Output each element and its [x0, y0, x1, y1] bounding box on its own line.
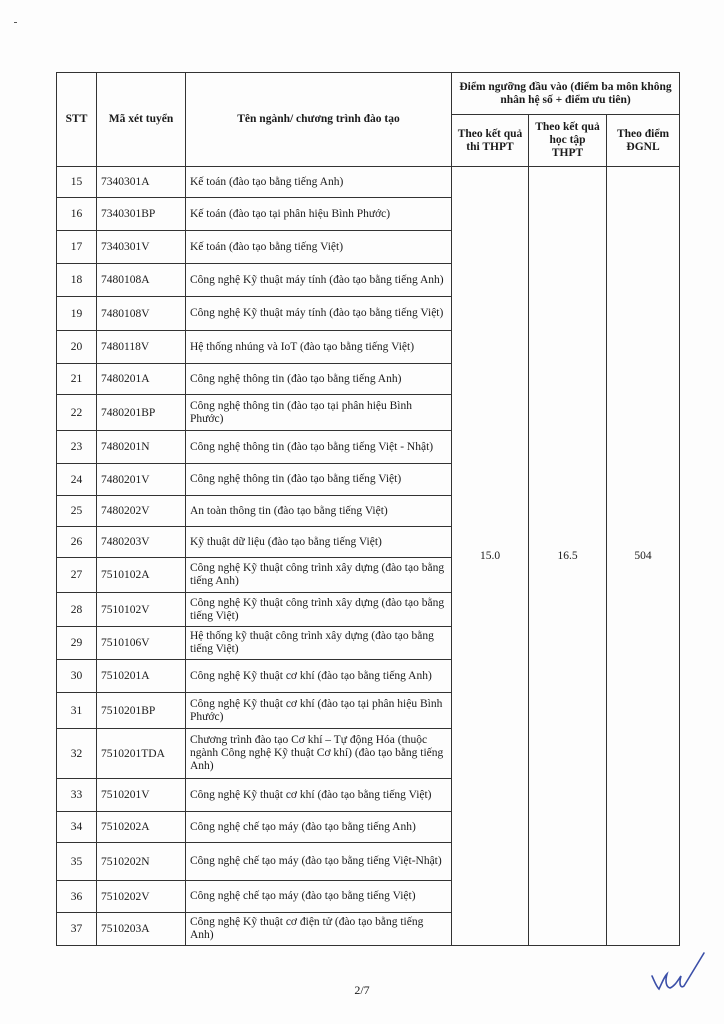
- row-stt: 33: [57, 779, 97, 812]
- header-by-transcript: Theo kết quả học tập THPT: [529, 115, 607, 167]
- row-code: 7480203V: [97, 527, 186, 558]
- header-by-exam: Theo kết quả thi THPT: [452, 115, 529, 167]
- row-code: 7510102A: [97, 558, 186, 593]
- scan-speck: [14, 22, 17, 23]
- row-program-name: Hệ thống nhúng và IoT (đào tạo bằng tiếng Việt): [186, 331, 452, 364]
- row-code: 7340301BP: [97, 198, 186, 231]
- row-program-name: Công nghệ thông tin (đào tạo bằng tiếng Anh): [186, 364, 452, 395]
- row-code: 7510106V: [97, 627, 186, 660]
- row-program-name: Công nghệ thông tin (đào tạo bằng tiếng Việt): [186, 464, 452, 496]
- table-row: [57, 167, 680, 198]
- row-code: 7510201V: [97, 779, 186, 812]
- row-stt: 15: [57, 167, 97, 198]
- page-number: 2/7: [354, 983, 370, 997]
- admission-threshold-table: [56, 72, 680, 946]
- header-threshold-group: Điểm ngưỡng đầu vào (điểm ba môn không nhân hệ số + điểm ưu tiên): [452, 73, 680, 115]
- table-body: [57, 167, 680, 946]
- row-stt: 19: [57, 297, 97, 331]
- row-code: 7480202V: [97, 496, 186, 527]
- row-code: 7480108A: [97, 264, 186, 297]
- header-by-dgnl: Theo điểm ĐGNL: [607, 115, 680, 167]
- row-program-name: Kế toán (đào tạo tại phân hiệu Bình Phước): [186, 198, 452, 231]
- row-code: 7510102V: [97, 593, 186, 627]
- row-program-name: Công nghệ Kỹ thuật cơ khí (đào tạo bằng tiếng Việt): [186, 779, 452, 812]
- row-stt: 35: [57, 843, 97, 881]
- row-stt: 21: [57, 364, 97, 395]
- row-program-name: Công nghệ Kỹ thuật công trình xây dựng (đào tạo bằng tiếng Việt): [186, 593, 452, 627]
- row-stt: 28: [57, 593, 97, 627]
- row-stt: 32: [57, 729, 97, 779]
- row-stt: 27: [57, 558, 97, 593]
- row-stt: 23: [57, 431, 97, 464]
- row-program-name: Công nghệ Kỹ thuật máy tính (đào tạo bằng tiếng Việt): [186, 297, 452, 331]
- score-transcript: 16.5: [529, 167, 607, 946]
- row-code: 7480201V: [97, 464, 186, 496]
- row-stt: 34: [57, 812, 97, 843]
- row-stt: 25: [57, 496, 97, 527]
- score-dgnl: 504: [607, 167, 680, 946]
- row-code: 7510202V: [97, 881, 186, 913]
- row-program-name: Kế toán (đào tạo bằng tiếng Việt): [186, 231, 452, 264]
- row-code: 7480201BP: [97, 395, 186, 431]
- row-program-name: An toàn thông tin (đào tạo bằng tiếng Việt): [186, 496, 452, 527]
- row-code: 7510201TDA: [97, 729, 186, 779]
- row-program-name: Công nghệ Kỹ thuật cơ khí (đào tạo tại phân hiệu Bình Phước): [186, 693, 452, 729]
- row-code: 7510202N: [97, 843, 186, 881]
- row-stt: 24: [57, 464, 97, 496]
- row-program-name: Công nghệ chế tạo máy (đào tạo bằng tiếng Việt): [186, 881, 452, 913]
- row-program-name: Công nghệ Kỹ thuật máy tính (đào tạo bằng tiếng Anh): [186, 264, 452, 297]
- row-stt: 22: [57, 395, 97, 431]
- row-program-name: Công nghệ chế tạo máy (đào tạo bằng tiếng Việt-Nhật): [186, 843, 452, 881]
- row-stt: 36: [57, 881, 97, 913]
- row-code: 7480118V: [97, 331, 186, 364]
- row-code: 7510203A: [97, 913, 186, 946]
- row-code: 7340301A: [97, 167, 186, 198]
- row-stt: 17: [57, 231, 97, 264]
- row-stt: 20: [57, 331, 97, 364]
- row-program-name: Công nghệ Kỹ thuật công trình xây dựng (đào tạo bằng tiếng Anh): [186, 558, 452, 593]
- row-stt: 37: [57, 913, 97, 946]
- row-code: 7340301V: [97, 231, 186, 264]
- row-stt: 29: [57, 627, 97, 660]
- row-code: 7510201BP: [97, 693, 186, 729]
- row-stt: 26: [57, 527, 97, 558]
- header-stt: STT: [57, 73, 97, 167]
- row-program-name: Kỹ thuật dữ liệu (đào tạo bằng tiếng Việt): [186, 527, 452, 558]
- header-program: Tên ngành/ chương trình đào tạo: [186, 73, 452, 167]
- row-program-name: Công nghệ thông tin (đào tạo tại phân hiệu Bình Phước): [186, 395, 452, 431]
- row-code: 7510201A: [97, 660, 186, 693]
- row-program-name: Công nghệ Kỹ thuật cơ khí (đào tạo bằng tiếng Anh): [186, 660, 452, 693]
- row-code: 7480108V: [97, 297, 186, 331]
- row-stt: 18: [57, 264, 97, 297]
- row-stt: 31: [57, 693, 97, 729]
- row-program-name: Chương trình đào tạo Cơ khí – Tự động Hóa (thuộc ngành Công nghệ Kỹ thuật Cơ khí) (đào tạo bằng tiếng Anh): [186, 729, 452, 779]
- row-program-name: Công nghệ chế tạo máy (đào tạo bằng tiếng Anh): [186, 812, 452, 843]
- row-program-name: Công nghệ Kỹ thuật cơ điện tử (đào tạo bằng tiếng Anh): [186, 913, 452, 946]
- row-program-name: Công nghệ thông tin (đào tạo bằng tiếng Việt - Nhật): [186, 431, 452, 464]
- row-stt: 16: [57, 198, 97, 231]
- row-code: 7480201A: [97, 364, 186, 395]
- row-program-name: Kế toán (đào tạo bằng tiếng Anh): [186, 167, 452, 198]
- header-code: Mã xét tuyển: [97, 73, 186, 167]
- row-code: 7510202A: [97, 812, 186, 843]
- score-exam: 15.0: [452, 167, 529, 946]
- row-code: 7480201N: [97, 431, 186, 464]
- row-program-name: Hệ thống kỹ thuật công trình xây dựng (đào tạo bằng tiếng Việt): [186, 627, 452, 660]
- row-stt: 30: [57, 660, 97, 693]
